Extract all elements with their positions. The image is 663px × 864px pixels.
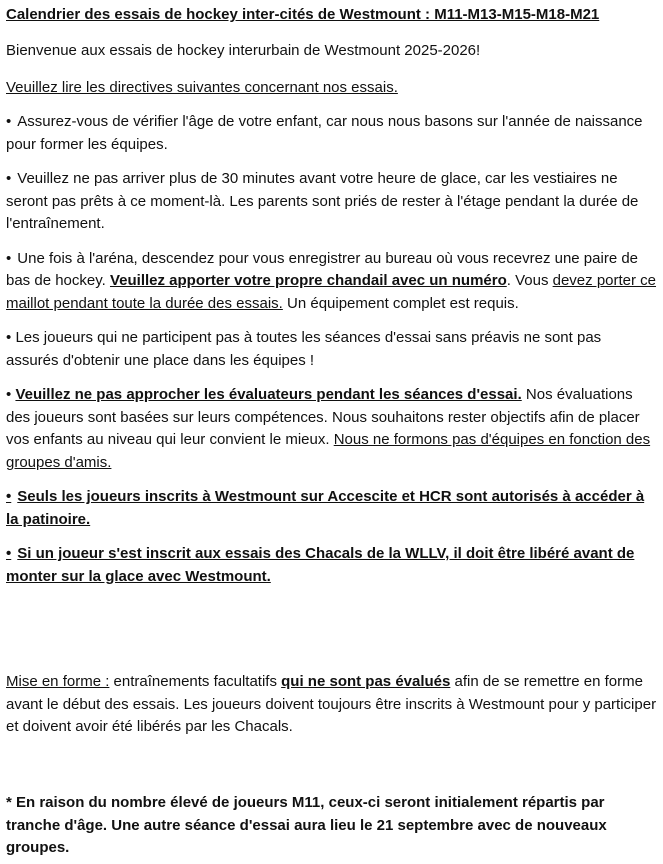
guideline-attendance-text: Les joueurs qui ne participent pas à toutes les séances d'essai sans préavis ne sont pas assurés d'obtenir une place dans les équipes !	[6, 329, 602, 369]
guideline-chacals	[6, 543, 657, 588]
guideline-age-text: Assurez-vous de vérifier l'âge de votre enfant, car nous nous basons sur l'année de naissance pour former les équipes.	[6, 113, 643, 153]
bullet: •	[6, 488, 12, 505]
guideline-registration-text-2: . Vous	[506, 272, 549, 289]
bullet: •	[6, 170, 12, 187]
page-title: Calendrier des essais de hockey inter-cités de Westmount : M11-M13-M15-M18-M21	[6, 6, 600, 23]
friends-groups-note: Nous ne formons pas d'équipes en fonction des groupes d'amis.	[6, 431, 651, 471]
bullet: •	[6, 545, 12, 562]
bullet: •	[6, 386, 12, 403]
equipment-requirement: Un équipement complet est requis.	[282, 294, 519, 312]
guideline-registered-only-text: Seuls les joueurs inscrits à Westmount sur Accescite et HCR sont autorisés à accéder à la patinoire.	[6, 488, 645, 528]
guideline-age	[6, 111, 657, 156]
guideline-registered-only	[6, 486, 657, 531]
guideline-registration-text: Une fois à l'aréna, descendez pour vous enregistrer au bureau où vous recevrez une paire de bas de hockey.	[6, 249, 639, 289]
guideline-arrival	[6, 168, 657, 236]
m11-footnote: * En raison du nombre élevé de joueurs M11, ceux-ci seront initialement répartis par tranche d'âge. Une autre séance d'essai aura lieu le 21 septembre avec de nouveaux groupes.	[6, 794, 607, 856]
evaluators-warning: Veuillez ne pas approcher les évaluateurs pendant les séances d'essai.	[15, 386, 522, 403]
guideline-attendance	[6, 327, 657, 372]
mise-en-forme-text-2: afin de se remettre en forme avant le début des essais. Les joueurs doivent toujours être inscrits à Westmount pour y participer et doivent avoir été libérés par les Chacals.	[6, 673, 657, 735]
bullet: •	[6, 249, 12, 267]
not-evaluated-note: qui ne sont pas évalués	[281, 673, 451, 690]
mise-en-forme-paragraph	[6, 671, 657, 739]
guideline-evaluators	[6, 384, 657, 474]
bullet: •	[6, 329, 12, 346]
welcome-text: Bienvenue aux essais de hockey interurbain de Westmount 2025-2026!	[6, 42, 481, 59]
evaluators-text: Nos évaluations des joueurs sont basées sur leurs compétences. Nous souhaitons rester objectifs afin de placer vos enfants au niveau qui leur convient le mieux.	[6, 386, 640, 448]
guideline-chacals-text: Si un joueur s'est inscrit aux essais des Chacals de la WLLV, il doit être libéré avant de monter sur la glace avec Westmount.	[6, 545, 635, 585]
mise-en-forme-text-1: entraînements facultatifs	[109, 673, 282, 690]
guideline-registration	[6, 248, 657, 316]
guidelines-heading: Veuillez lire les directives suivantes concernant nos essais.	[6, 78, 398, 96]
bullet: •	[6, 113, 12, 130]
guideline-arrival-text: Veuillez ne pas arriver plus de 30 minutes avant votre heure de glace, car les vestiaires ne seront pas prêts à ce moment-là. Les parents sont priés de rester à l'étage pendant la durée de l'entraînement.	[6, 170, 639, 232]
mise-en-forme-label: Mise en forme :	[6, 673, 110, 690]
jersey-duration: devez porter ce maillot pendant toute la durée des essais.	[6, 272, 657, 312]
jersey-instruction: Veuillez apporter votre propre chandail avec un numéro	[109, 272, 507, 289]
